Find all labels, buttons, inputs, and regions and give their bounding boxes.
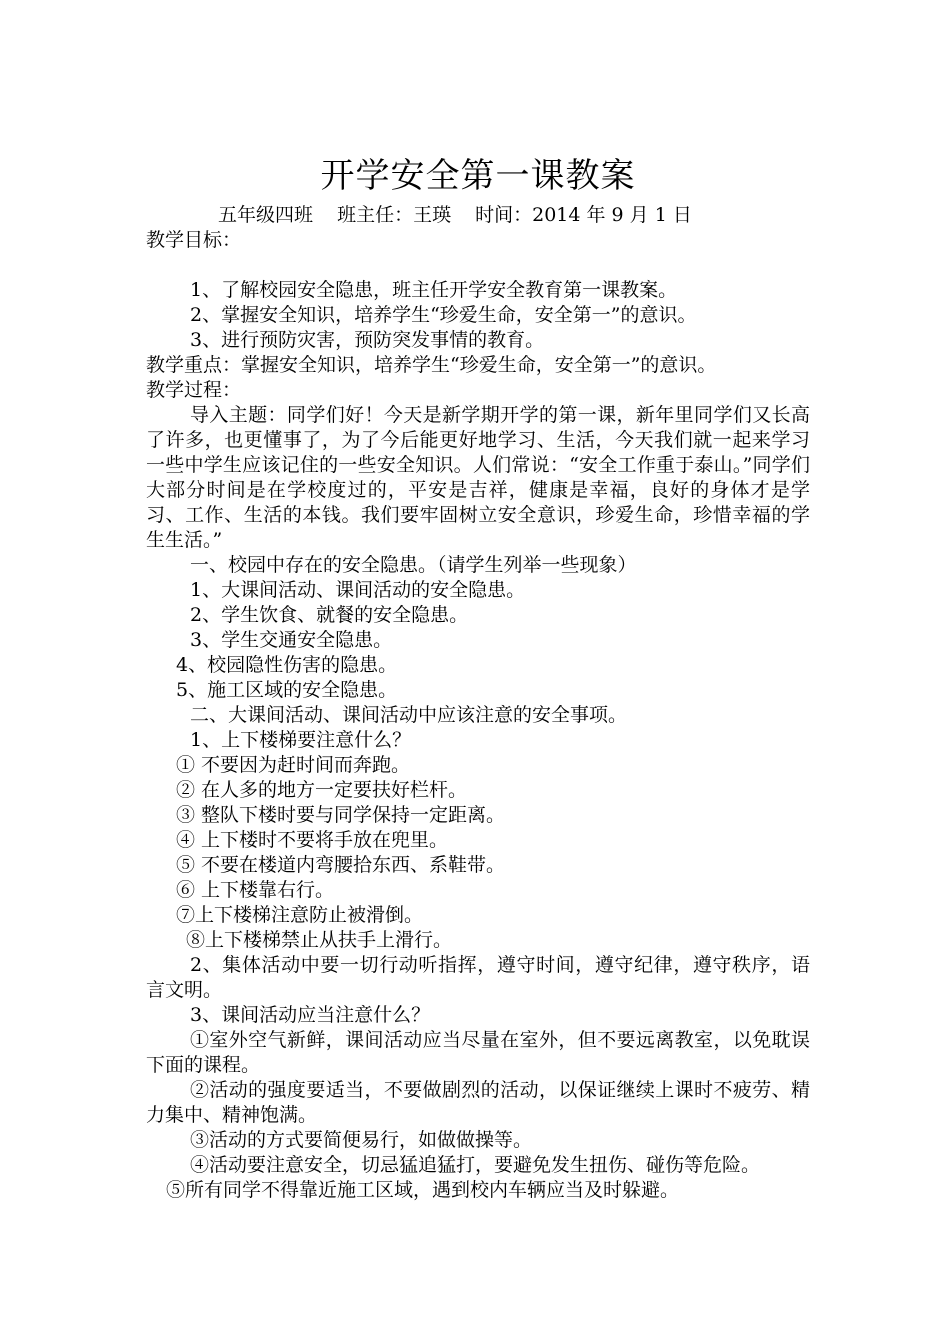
document-meta: [146, 202, 810, 228]
stairs-item: ⑥ 上下楼靠右行。: [176, 879, 335, 901]
objectives-heading: 教学目标：: [146, 229, 242, 251]
stairs-heading: 1、上下楼梯要注意什么？: [190, 729, 412, 751]
stairs-item: ⑤ 不要在楼道内弯腰拾东西、系鞋带。: [176, 854, 506, 876]
section1-item: 2、学生饮食、就餐的安全隐患。: [190, 604, 469, 626]
document-title: 开学安全第一课教案: [320, 156, 636, 196]
stairs-item: ④ 上下楼时不要将手放在兜里。: [176, 829, 449, 851]
break-item: ③活动的方式要简便易行，如做做操等。: [190, 1129, 533, 1151]
meta-class: 五年级四班: [218, 204, 314, 226]
break-item: ④活动要注意安全，切忌猛追猛打，要避免发生扭伤、碰伤等危险。: [190, 1154, 761, 1176]
process-heading: 教学过程：: [146, 379, 242, 401]
objective-item: 2、掌握安全知识，培养学生“珍爱生命，安全第一”的意识。: [190, 304, 697, 326]
meta-teacher: 班主任：王瑛: [337, 204, 452, 226]
stairs-item: ① 不要因为赶时间而奔跑。: [176, 754, 411, 776]
stairs-item: ② 在人多的地方一定要扶好栏杆。: [176, 779, 468, 801]
break-item: ①室外空气新鲜，课间活动应当尽量在室外，但不要远离教室，以免耽误下面的课程。: [146, 1029, 810, 1076]
break-item: ②活动的强度要适当，不要做剧烈的活动，以保证继续上课时不疲劳、精力集中、精神饱满。: [146, 1079, 810, 1126]
section1-item: 4、校园隐性伤害的隐患。: [176, 654, 398, 676]
stairs-item: ③ 整队下楼时要与同学保持一定距离。: [176, 804, 506, 826]
meta-date: 时间：2014 年 9 月 1 日: [475, 204, 692, 226]
key-point: 教学重点：掌握安全知识，培养学生“珍爱生命，安全第一”的意识。: [146, 354, 717, 376]
blank-line: [146, 253, 810, 278]
section2-heading: 二、大课间活动、课间活动中应该注意的安全事项。: [190, 704, 628, 726]
objective-item: 1、了解校园安全隐患，班主任开学安全教育第一课教案。: [190, 279, 678, 301]
section1-item: 1、大课间活动、课间活动的安全隐患。: [190, 579, 526, 601]
stairs-item: ⑦上下楼梯注意防止被滑倒。: [176, 904, 424, 926]
intro-paragraph: 导入主题：同学们好！今天是新学期开学的第一课，新年里同学们又长高了许多，也更懂事了，为了今后能更好地学习、生活，今天我们就一起来学习一些中学生应该记住的一些安全知识。人们常说：“安全工作重于泰山。”同学们大部分时间是在学校度过的，平安是吉祥，健康是幸福，良好的身体才是学习、工作、生活的本钱。我们要牢固树立安全意识，珍爱生命，珍惜幸福的学生生活。”: [146, 404, 810, 551]
break-heading: 3、课间活动应当注意什么？: [190, 1004, 431, 1026]
section1-item: 5、施工区域的安全隐患。: [176, 679, 398, 701]
document-page: [146, 150, 810, 1203]
group-activity-paragraph: 2、集体活动中要一切行动听指挥，遵守时间，遵守纪律，遵守秩序，语言文明。: [146, 954, 810, 1001]
objective-item: 3、进行预防灾害，预防突发事情的教育。: [190, 329, 545, 351]
stairs-item: ⑧上下楼梯禁止从扶手上滑行。: [186, 929, 453, 951]
construction-item: ⑤所有同学不得靠近施工区域，遇到校内车辆应当及时躲避。: [166, 1179, 680, 1201]
section1-heading: 一、校园中存在的安全隐患。（请学生列举一些现象）: [190, 554, 637, 576]
section1-item: 3、学生交通安全隐患。: [190, 629, 393, 651]
